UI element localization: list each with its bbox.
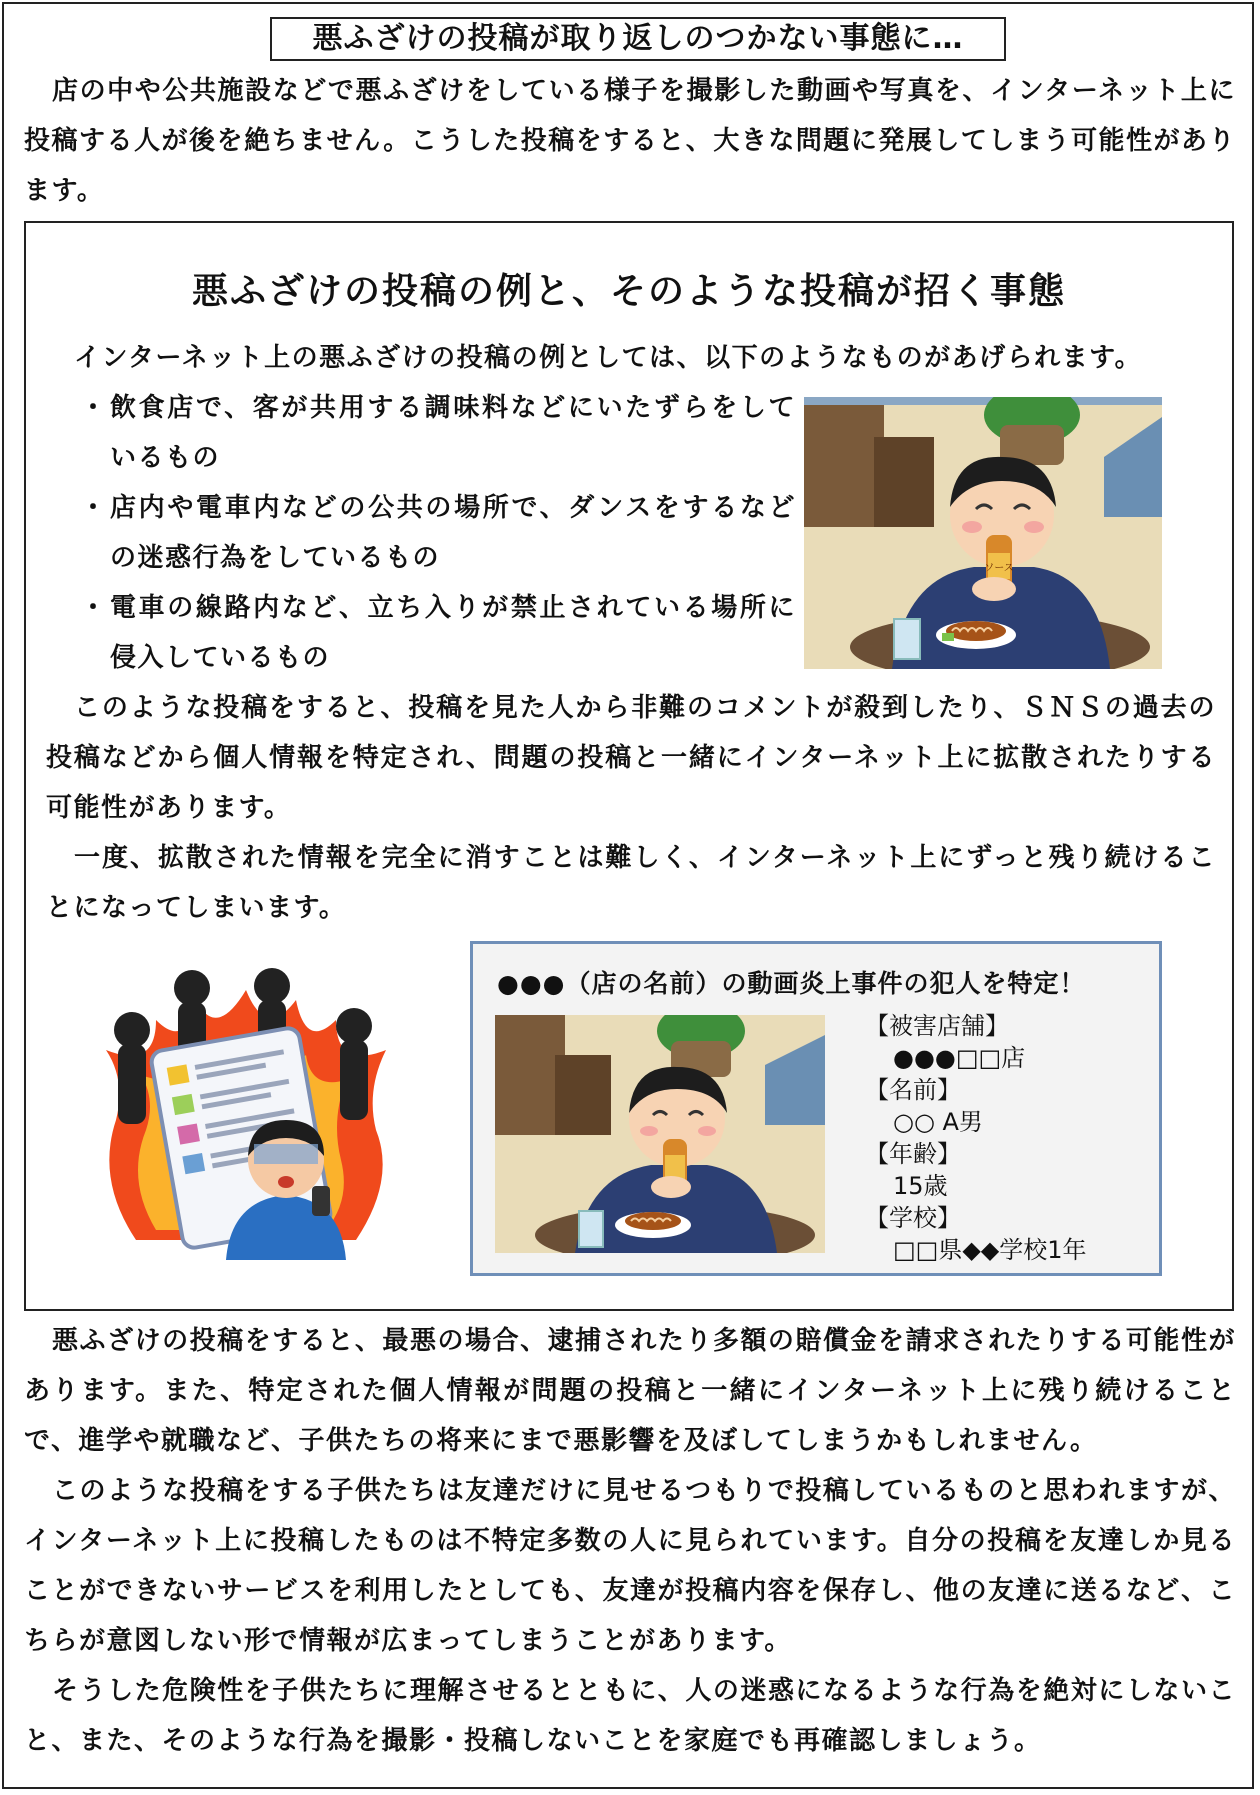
online-flaming-illustration (96, 960, 396, 1260)
news-headline: ●●●（店の名前）の動画炎上事件の犯人を特定！ (497, 969, 1086, 998)
field-key: 【被害店舗】 (865, 1012, 1009, 1040)
spread-paragraph: このような投稿をする子供たちは友達だけに見せるつもりで投稿しているものと思われますが、インターネット上に投稿したものは不特定多数の人に見られています。自分の投稿を友達しか見ることができないサービスを利用したとしても、友達が投稿内容を保存し、他の友達に送るなど、こちらが意図しない形で情報が広まってしまうことがあります。 (24, 1476, 1236, 1656)
example-text: 店内や電車内などの公共の場所で、ダンスをするなどの迷惑行為をしているもの (110, 493, 796, 573)
examples-list (76, 383, 796, 683)
examples-lead: インターネット上の悪ふざけの投稿の例としては、以下のようなものがあげられます。 (74, 343, 1143, 373)
bottle-label: ソース (984, 563, 1014, 574)
bullet: ・ (80, 593, 108, 623)
example-item (76, 583, 796, 683)
field-value: □□県◆◆学校1年 (893, 1236, 1087, 1264)
field-key: 【学校】 (865, 1204, 961, 1232)
advice-paragraph: そうした危険性を子供たちに理解させるとともに、人の迷惑になるような行為を絶対にしないこと、また、そのような行為を撮影・投稿しないことを家庭でも再確認しましょう。 (24, 1676, 1236, 1756)
example-text: 電車の線路内など、立ち入りが禁止されている場所に侵入しているもの (110, 593, 796, 673)
field-key: 【年齢】 (865, 1140, 961, 1168)
risk-paragraph: 悪ふざけの投稿をすると、最悪の場合、逮捕されたり多額の賠償金を請求されたりする可能性があります。また、特定された個人情報が問題の投稿と一緒にインターネット上に残り続けることで、進学や就職など、子供たちの将来にまで悪影響を及ぼしてしまうかもしれません。 (24, 1326, 1236, 1456)
field-key: 【名前】 (865, 1076, 961, 1104)
doxxing-news-card (470, 941, 1162, 1276)
page-title: 悪ふざけの投稿が取り返しのつかない事態に… (270, 17, 1006, 61)
example-text: 飲食店で、客が共用する調味料などにいたずらをしているもの (110, 393, 796, 473)
field-value: ●●●□□店 (893, 1044, 1026, 1072)
bullet: ・ (80, 393, 108, 423)
example-item (76, 383, 796, 483)
culprit-photo (495, 1015, 825, 1253)
field-value: 15歳 (893, 1172, 948, 1200)
consequence-paragraph: このような投稿をすると、投稿を見た人から非難のコメントが殺到したり、ＳＮＳの過去の投稿などから個人情報を特定され、問題の投稿と一緒にインターネット上に拡散されたりする可能性があります。 (46, 693, 1216, 823)
culprit-info (865, 1010, 1087, 1266)
prank-photo-illustration (804, 397, 1162, 669)
field-value: ○○ A男 (893, 1108, 983, 1136)
intro-paragraph: 店の中や公共施設などで悪ふざけをしている様子を撮影した動画や写真を、インターネット上に投稿する人が後を絶ちません。こうした投稿をすると、大きな問題に発展してしまう可能性があります。 (24, 76, 1236, 206)
permanence-paragraph: 一度、拡散された情報を完全に消すことは難しく、インターネット上にずっと残り続けることになってしまいます。 (46, 843, 1216, 923)
section-heading: 悪ふざけの投稿の例と、そのような投稿が招く事態 (191, 271, 1066, 312)
bullet: ・ (80, 493, 108, 523)
example-item (76, 483, 796, 583)
